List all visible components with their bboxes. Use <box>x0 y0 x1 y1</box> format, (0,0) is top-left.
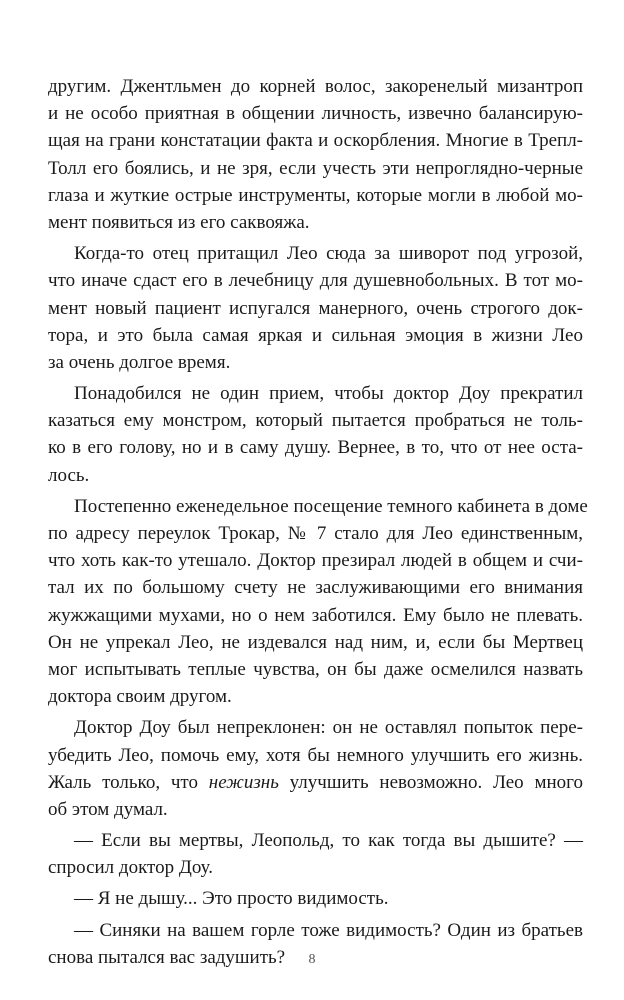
text-line: убедить Лео, помочь ему, хотя бы немного улучшить его жизнь. <box>48 744 583 766</box>
paragraph <box>48 885 583 912</box>
text-line: жужжащими мухами, но о нем заботился. Ему было не плевать. <box>48 604 583 626</box>
text-line: тал их по большому счету не заслуживающими его внимания <box>48 577 583 599</box>
text-line: Толл его боялись, и не зря, если учесть эти непроглядно-черные <box>48 157 583 179</box>
text-line: мент появиться из его саквояжа. <box>48 211 310 233</box>
paragraph <box>48 493 588 711</box>
text-line: Когда-то отец притащил Лео сюда за шиворот под угрозой, <box>74 243 583 265</box>
text-line: что хоть как-то утешало. Доктор презирал людей в общем и счи- <box>48 550 583 572</box>
paragraph <box>48 380 583 489</box>
emphasis: нежизнь <box>208 771 279 793</box>
text-line: ко в его голову, но и в саму душу. Вернее, в то, что от нее оста- <box>48 437 583 459</box>
text-line: Постепенно еженедельное посещение темного кабинета в доме <box>74 495 588 517</box>
text-line: мент новый пациент испугался манерного, очень строгого док- <box>48 297 583 319</box>
text-line: казаться ему монстром, который пытается пробраться не толь- <box>48 410 583 432</box>
text-line: за очень долгое время. <box>48 351 231 373</box>
page-body <box>48 73 588 971</box>
text-line: спросил доктор Доу. <box>48 857 213 879</box>
text-line: Понадобился не один прием, чтобы доктор Доу прекратил <box>74 383 583 405</box>
text-line: Жаль только, что нежизнь улучшить невозможно. Лео много <box>48 771 584 793</box>
text-line: по адресу переулок Трокар, № 7 стало для Лео единственным, <box>48 523 583 544</box>
text-line: снова пытался вас задушить? <box>48 946 286 968</box>
text-line: другим. Джентльмен до корней волос, закоренелый мизантроп <box>48 76 583 97</box>
text-line: щая на грани констатации факта и оскорбления. Многие в Трепл- <box>48 130 583 152</box>
paragraph <box>48 73 583 236</box>
paragraph <box>48 827 583 881</box>
text-line: — Я не дышу... Это просто видимость. <box>74 888 389 910</box>
text-line: мог испытывать теплые чувства, он бы даже осмелился назвать <box>48 658 583 680</box>
paragraph <box>48 714 583 823</box>
text-line: лось. <box>48 464 90 486</box>
text-line: и не особо приятная в общении личность, извечно балансирую- <box>48 103 583 125</box>
text-line: Он не упрекал Лео, не издевался над ним, и, если бы Мертвец <box>48 631 583 653</box>
text-line: доктора своим другом. <box>48 686 232 708</box>
page-number: 8 <box>308 952 316 967</box>
text-line: — Синяки на вашем горле тоже видимость? Один из братьев <box>74 919 583 941</box>
text-line: об этом думал. <box>48 798 168 820</box>
paragraph <box>48 240 583 376</box>
text-line: что иначе сдаст его в лечебницу для душевнобольных. В тот мо- <box>48 270 583 292</box>
text-line: тора, и это была самая яркая и сильная эмоция в жизни Лео <box>48 324 583 346</box>
text-line: — Если вы мертвы, Леопольд, то как тогда вы дышите? — <box>74 830 583 852</box>
text-line: Доктор Доу был непреклонен: он не оставлял попыток пере- <box>74 717 583 739</box>
text-line: глаза и жуткие острые инструменты, которые могли в любой мо- <box>48 184 583 206</box>
